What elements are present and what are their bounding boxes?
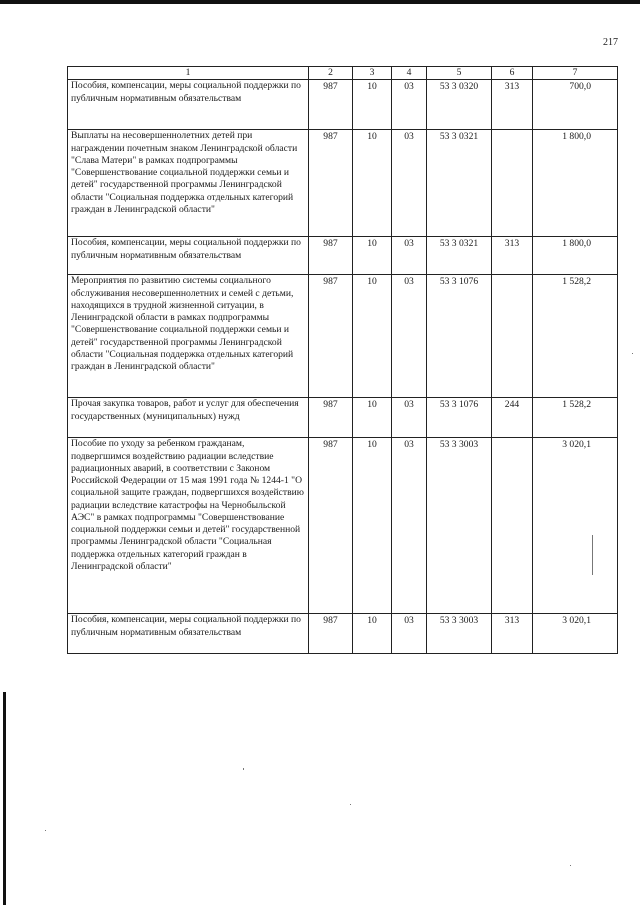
row-amount: 3 020,1 [533, 614, 618, 654]
row-code-3: 10 [353, 275, 392, 398]
row-code-2: 987 [309, 438, 353, 614]
row-description: Прочая закупка товаров, работ и услуг для обеспечения государственных (муниципальных) нужд [68, 398, 309, 438]
row-code-6: 244 [492, 398, 533, 438]
row-code-4: 03 [392, 237, 427, 275]
row-code-6 [492, 275, 533, 398]
header-row [68, 67, 618, 80]
table-row [68, 275, 618, 398]
row-code-4: 03 [392, 614, 427, 654]
row-code-2: 987 [309, 275, 353, 398]
scan-speck [570, 865, 571, 866]
row-amount: 1 528,2 [533, 398, 618, 438]
table-row [68, 237, 618, 275]
scan-speck [350, 804, 351, 805]
table-row [68, 398, 618, 438]
table-row [68, 80, 618, 130]
row-amount: 1 800,0 [533, 130, 618, 237]
row-code-5: 53 3 0320 [427, 80, 492, 130]
scan-edge-bar [3, 692, 6, 905]
row-code-6 [492, 130, 533, 237]
table-row [68, 130, 618, 237]
column-header-1: 1 [68, 67, 309, 80]
row-description: Пособие по уходу за ребенком гражданам, подвергшимся воздействию радиации вследствие радиационных аварий, в соответствии с Законом Российской Федерации от 15 мая 1991 года № 1244-1 "О социальной защите граждан, подвергшихся воздействию радиации вследствие катастрофы на Чернобыльской АЭС" в рамках подпрограммы "Совершенствование социальной поддержки семьи и детей" государственной программы Ленинградской области "Социальная поддержка отдельных категорий граждан в Ленинградской области" [68, 438, 309, 614]
row-code-6: 313 [492, 237, 533, 275]
row-code-6 [492, 438, 533, 614]
row-code-2: 987 [309, 398, 353, 438]
row-code-4: 03 [392, 275, 427, 398]
row-amount: 1 528,2 [533, 275, 618, 398]
row-code-5: 53 3 1076 [427, 275, 492, 398]
row-amount: 700,0 [533, 80, 618, 130]
row-code-6: 313 [492, 614, 533, 654]
row-code-3: 10 [353, 614, 392, 654]
row-code-5: 53 3 1076 [427, 398, 492, 438]
row-code-2: 987 [309, 237, 353, 275]
table-row [68, 614, 618, 654]
scan-speck [243, 768, 244, 770]
row-code-5: 53 3 3003 [427, 438, 492, 614]
scan-speck [592, 535, 593, 575]
page-number: 217 [603, 37, 618, 48]
column-header-4: 4 [392, 67, 427, 80]
row-description: Выплаты на несовершеннолетних детей при награждении почетным знаком Ленинградской области "Слава Матери" в рамках подпрограммы "Совершенствование социальной поддержки семьи и детей" государственной программы Ленинградской области "Социальная поддержка отдельных категорий граждан в Ленинградской области" [68, 130, 309, 237]
row-code-3: 10 [353, 80, 392, 130]
budget-table [67, 66, 618, 654]
row-code-2: 987 [309, 80, 353, 130]
column-header-2: 2 [309, 67, 353, 80]
row-code-6: 313 [492, 80, 533, 130]
row-code-2: 987 [309, 614, 353, 654]
row-description: Пособия, компенсации, меры социальной поддержки по публичным нормативным обязательствам [68, 80, 309, 130]
scan-speck [45, 830, 46, 831]
row-code-4: 03 [392, 80, 427, 130]
row-code-3: 10 [353, 438, 392, 614]
row-amount: 3 020,1 [533, 438, 618, 614]
table-row [68, 438, 618, 614]
row-code-5: 53 3 0321 [427, 130, 492, 237]
scan-speck [632, 353, 633, 354]
column-header-5: 5 [427, 67, 492, 80]
row-code-5: 53 3 0321 [427, 237, 492, 275]
row-code-3: 10 [353, 237, 392, 275]
row-code-3: 10 [353, 130, 392, 237]
column-header-7: 7 [533, 67, 618, 80]
row-code-3: 10 [353, 398, 392, 438]
row-description: Мероприятия по развитию системы социального обслуживания несовершеннолетних и семей с детьми, находящихся в трудной жизненной ситуации, в Ленинградской области в рамках подпрограммы "Совершенствование социальной поддержки семьи и детей" государственной программы Ленинградской области "Социальная поддержка отдельных категорий граждан в Ленинградской области" [68, 275, 309, 398]
row-code-4: 03 [392, 130, 427, 237]
row-description: Пособия, компенсации, меры социальной поддержки по публичным нормативным обязательствам [68, 237, 309, 275]
row-code-5: 53 3 3003 [427, 614, 492, 654]
top-border-rule [0, 0, 640, 4]
row-description: Пособия, компенсации, меры социальной поддержки по публичным нормативным обязательствам [68, 614, 309, 654]
column-header-6: 6 [492, 67, 533, 80]
row-code-2: 987 [309, 130, 353, 237]
column-header-3: 3 [353, 67, 392, 80]
row-code-4: 03 [392, 438, 427, 614]
row-code-4: 03 [392, 398, 427, 438]
row-amount: 1 800,0 [533, 237, 618, 275]
